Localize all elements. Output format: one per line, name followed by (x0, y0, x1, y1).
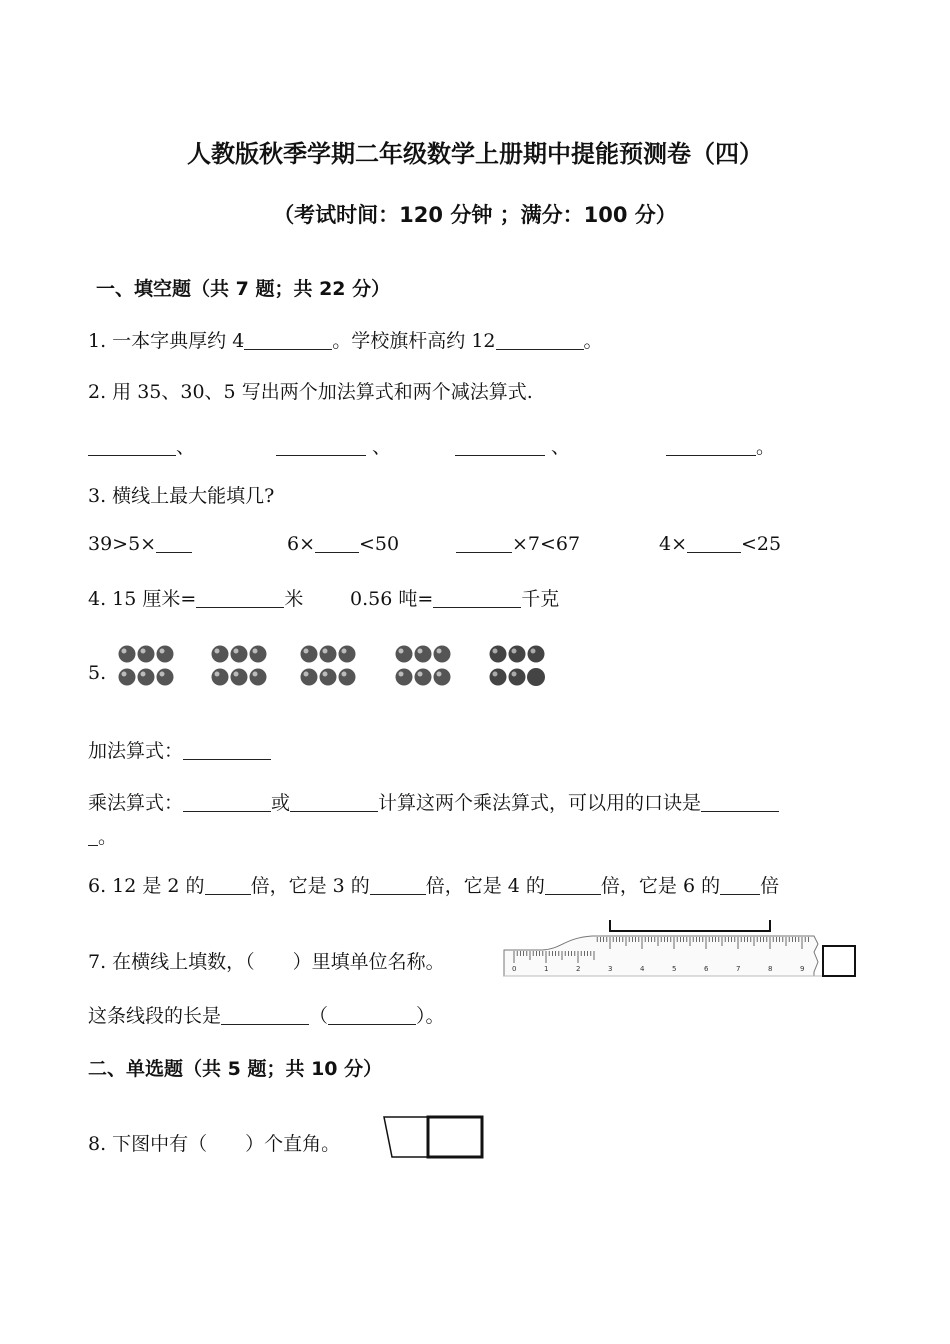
q6-blank-2[interactable] (370, 876, 426, 895)
q1-text-b: 。学校旗杆高约 12 (332, 330, 496, 352)
q1-text-a: 1. 一本字典厚约 4 (88, 330, 245, 352)
q4-blank-2[interactable] (433, 589, 521, 608)
q6-text-b: 倍，它是 3 的 (250, 875, 370, 897)
q3-e3-text: ×7<67 (512, 533, 581, 555)
q2-blank-1[interactable] (88, 437, 176, 456)
q6-text-e: 倍 (760, 875, 780, 897)
q7-length-blank[interactable] (221, 1006, 309, 1025)
q4-blank-1[interactable] (196, 589, 284, 608)
question-8: 8. 下图中有（ ）个直角。 (88, 1133, 341, 1155)
q3-blank-3[interactable] (456, 534, 512, 553)
q7-line2-b: （ (309, 1005, 329, 1027)
q5-rhyme-blank[interactable] (701, 793, 779, 812)
q5-rhyme-blank-tail[interactable] (88, 827, 98, 846)
q3-e2-text-a: 6× (287, 533, 316, 555)
trapezoid-shape (384, 1117, 428, 1157)
q7-answer-line (88, 1001, 445, 1028)
q1-text-c: 。 (583, 330, 603, 352)
page-title: 人教版秋季学期二年级数学上册期中提能预测卷（四） (187, 140, 763, 168)
q5-addition (88, 736, 271, 763)
q5-multiplication (88, 788, 779, 815)
q2-blank-4[interactable] (666, 437, 756, 456)
q4-text-d: 千克 (521, 588, 560, 610)
q5-add-label: 加法算式： (88, 740, 184, 762)
q3-expr-3 (456, 533, 580, 555)
section-fill-in-title: 一、填空题（共 7 题；共 22 分） (96, 278, 391, 300)
q6-blank-1[interactable] (205, 876, 251, 895)
q3-e4-text-b: <25 (741, 533, 782, 555)
q6-blank-4[interactable] (720, 876, 760, 895)
q2-answer-4 (666, 432, 775, 459)
ruler-figure (502, 918, 822, 980)
q5-mul-or: 或 (271, 792, 291, 814)
q2-sep-3: 、 (545, 436, 571, 458)
q5-mul-label: 乘法算式： (88, 792, 184, 814)
rectangle-shape (428, 1117, 482, 1157)
ruler-tick-label: 5 (672, 965, 677, 973)
q2-blank-2[interactable] (276, 437, 366, 456)
ruler-tick-label: 0 (512, 965, 517, 973)
page-subtitle: （考试时间：120 分钟 ；满分：100 分） (273, 203, 677, 227)
apple-group-1 (116, 641, 178, 691)
q6-text-a: 6. 12 是 2 的 (88, 875, 205, 897)
measured-segment (610, 920, 770, 932)
apple-group-2 (209, 641, 271, 691)
ruler-tick-label: 4 (640, 965, 645, 973)
q6-text-d: 倍，它是 6 的 (600, 875, 721, 897)
question-3: 3. 横线上最大能填几? (88, 485, 275, 507)
ruler-tick-label: 3 (608, 965, 613, 973)
question-1 (88, 326, 603, 353)
q6-text-c: 倍，它是 4 的 (425, 875, 545, 897)
q4-text-b: 米 (284, 588, 304, 610)
q5-add-blank[interactable] (183, 741, 271, 760)
question-7: 7. 在横线上填数，（ ）里填单位名称。 (88, 951, 445, 973)
q5-mul-blank-1[interactable] (183, 793, 271, 812)
ruler-tick-label: 2 (576, 965, 581, 973)
q3-e1-text: 39>5× (88, 533, 157, 555)
q3-blank-1[interactable] (156, 534, 192, 553)
q3-e4-text-a: 4× (659, 533, 688, 555)
q1-blank-1[interactable] (244, 331, 332, 350)
question-2: 2. 用 35、30、5 写出两个加法算式和两个减法算式. (88, 381, 533, 403)
q3-expr-4 (659, 533, 781, 555)
section-single-choice-title: 二、单选题（共 5 题；共 10 分） (88, 1058, 383, 1080)
q2-end: 。 (756, 436, 776, 458)
q7-answer-box[interactable] (822, 945, 856, 977)
apple-group-5 (487, 641, 549, 691)
ruler-tick-label: 1 (544, 965, 549, 973)
q2-answer-1 (88, 432, 195, 459)
q7-line2-c: ）。 (416, 1005, 445, 1027)
q2-sep-1: 、 (176, 436, 196, 458)
q5-mul-rest: 计算这两个乘法算式，可以用的口诀是 (378, 792, 702, 814)
q3-e2-text-b: <50 (359, 533, 400, 555)
q1-blank-2[interactable] (496, 331, 584, 350)
question-6 (88, 871, 779, 898)
q4-part-2 (350, 584, 559, 611)
apple-group-3 (298, 641, 360, 691)
q7-line2-a: 这条线段的长是 (88, 1005, 222, 1027)
q7-unit-blank[interactable] (328, 1006, 416, 1025)
q2-answer-2 (276, 432, 391, 459)
q2-answer-3 (455, 432, 570, 459)
q5-mul-end: 。 (98, 826, 118, 848)
ruler-tick-label: 9 (800, 965, 805, 973)
q2-blank-3[interactable] (455, 437, 545, 456)
ruler-tick-label: 8 (768, 965, 773, 973)
q3-expr-1 (88, 533, 192, 555)
ruler-tick-label: 6 (704, 965, 709, 973)
q4-text-c: 0.56 吨= (350, 588, 434, 610)
q4-part-1 (88, 584, 303, 611)
ruler-tick-label: 7 (736, 965, 741, 973)
apple-group-4 (393, 641, 455, 691)
q5-number: 5. (88, 662, 107, 684)
q5-rhyme-continuation (88, 822, 117, 849)
q6-blank-3[interactable] (545, 876, 601, 895)
q2-sep-2: 、 (366, 436, 392, 458)
q3-expr-2 (287, 533, 399, 555)
q5-mul-blank-2[interactable] (290, 793, 378, 812)
q4-text-a: 4. 15 厘米= (88, 588, 197, 610)
angle-figure (380, 1113, 490, 1161)
q3-blank-4[interactable] (687, 534, 741, 553)
q3-blank-2[interactable] (315, 534, 359, 553)
